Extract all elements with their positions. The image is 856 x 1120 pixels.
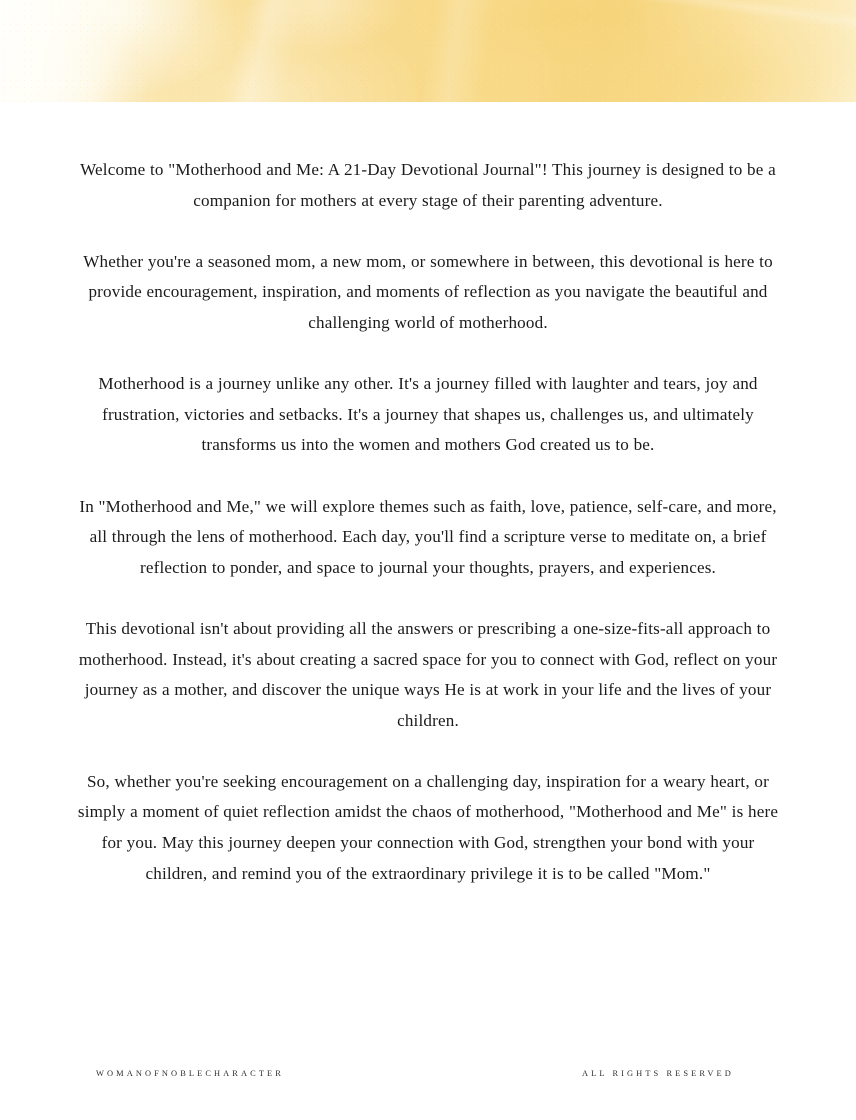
footer-rights-label: ALL RIGHTS RESERVED	[582, 1069, 734, 1078]
page-footer	[0, 1063, 856, 1089]
intro-paragraph-6: So, whether you're seeking encouragement on a challenging day, inspiration for a weary heart, or simply a moment of quiet reflection amidst the chaos of motherhood, "Motherhood and Me" is here for you. May this journey deepen your connection with God, strengthen your bond with your children, and remind you of the extraordinary privilege it is to be called "Mom."	[77, 771, 779, 883]
intro-paragraph-1: Welcome to "Motherhood and Me: A 21-Day Devotional Journal"! This journey is designed to be a companion for mothers at every stage of their parenting adventure.	[80, 160, 776, 210]
intro-paragraph-5: This devotional isn't about providing all the answers or prescribing a one-size-fits-all approach to motherhood. Instead, it's about creating a sacred space for you to connect with God, reflect on your journey as a mother, and discover the unique ways He is at work in your life and the lives of your children.	[78, 618, 778, 730]
footer-brand-label: WOMANOFNOBLECHARACTER	[96, 1069, 284, 1078]
intro-paragraph-3: Motherhood is a journey unlike any other. It's a journey filled with laughter and tears, joy and frustration, victories and setbacks. It's a journey that shapes us, challenges us, and ultimately transforms us into the women and mothers God created us to be.	[98, 374, 758, 455]
intro-paragraph-2: Whether you're a seasoned mom, a new mom, or somewhere in between, this devotional is here to provide encouragement, inspiration, and moments of reflection as you navigate the beautiful and challenging world of motherhood.	[83, 251, 773, 332]
intro-paragraph-4: In "Motherhood and Me," we will explore themes such as faith, love, patience, self-care, and more, all through the lens of motherhood. Each day, you'll find a scripture verse to meditate on, a brief reflection to ponder, and space to journal your thoughts, prayers, and experiences.	[79, 496, 777, 577]
banner-paper-grain	[0, 0, 856, 102]
introduction-body	[72, 102, 784, 889]
watercolor-header-banner	[0, 0, 856, 102]
